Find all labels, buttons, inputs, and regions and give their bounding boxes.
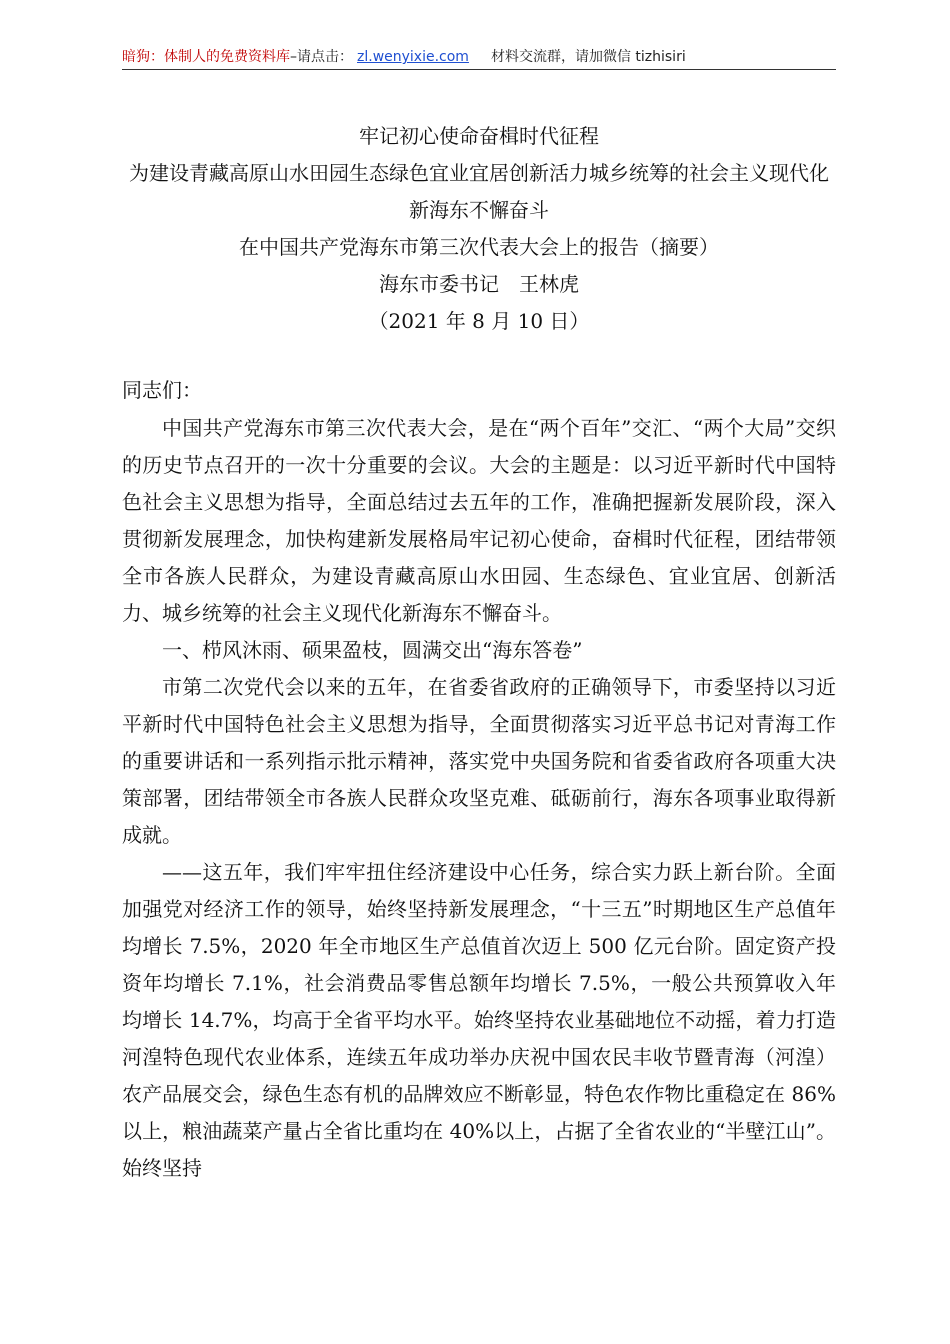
- page-header: [122, 46, 834, 68]
- header-brand: 暗狗：体制人的免费资料库: [122, 49, 290, 65]
- section-heading: 一、栉风沐雨、硕果盈枝，圆满交出“海东答卷”: [162, 638, 583, 662]
- header-prompt: –请点击：: [290, 49, 353, 65]
- author-line: 海东市委书记 王林虎: [379, 272, 579, 296]
- title-block: [122, 118, 836, 340]
- header-link[interactable]: zl.wenyixie.com: [357, 49, 469, 65]
- header-group-info: 材料交流群，请加微信 tizhisiri: [490, 49, 686, 65]
- title-line-2: 为建设青藏高原山水田园生态绿色宜业宜居创新活力城乡统筹的社会主义现代化新海东不懈奋斗: [129, 161, 829, 222]
- paragraph-overview: 市第二次党代会以来的五年，在省委省政府的正确领导下，市委坚持以习近平新时代中国特色社会主义思想为指导，全面贯彻落实习近平总书记对青海工作的重要讲话和一系列指示批示精神，落实党中央国务院和省委省政府各项重大决策部署，团结带领全市各族人民群众攻坚克难、砥砺前行，海东各项事业取得新成就。: [122, 675, 836, 847]
- title-line-3: 在中国共产党海东市第三次代表大会上的报告（摘要）: [239, 235, 719, 259]
- paragraph-intro: 中国共产党海东市第三次代表大会，是在“两个百年”交汇、“两个大局”交织的历史节点召开的一次十分重要的会议。大会的主题是：以习近平新时代中国特色社会主义思想为指导，全面总结过去五年的工作，准确把握新发展阶段，深入贯彻新发展理念，加快构建新发展格局牢记初心使命，奋楫时代征程，团结带领全市各族人民群众，为建设青藏高原山水田园、生态绿色、宜业宜居、创新活力、城乡统筹的社会主义现代化新海东不懈奋斗。: [122, 416, 836, 625]
- title-line-1: 牢记初心使命奋楫时代征程: [359, 124, 599, 148]
- paragraph-economy: ——这五年，我们牢牢扭住经济建设中心任务，综合实力跃上新台阶。全面加强党对经济工作的领导，始终坚持新发展理念，“十三五”时期地区生产总值年均增长 7.5%，2020 年全市地区生产总值首次迈上 500 亿元台阶。固定资产投资年均增长 7.1%，社会消费品零售总额年均增长 7.5%，一般公共预算收入年均增长 14.7%，均高于全省平均水平。始终坚持农业基础地位不动摇，着力打造河湟特色现代农业体系，连续五年成功举办庆祝中国农民丰收节暨青海（河湟）农产品展交会，绿色生态有机的品牌效应不断彰显，特色农作物比重稳定在 86%以上，粮油蔬菜产量占全省比重均在 40%以上，占据了全省农业的“半壁江山”。始终坚持: [122, 860, 836, 1180]
- date-line: （2021 年 8 月 10 日）: [368, 309, 590, 333]
- greeting: 同志们：: [122, 378, 202, 402]
- document-body: [122, 372, 836, 1187]
- header-divider: [122, 69, 836, 70]
